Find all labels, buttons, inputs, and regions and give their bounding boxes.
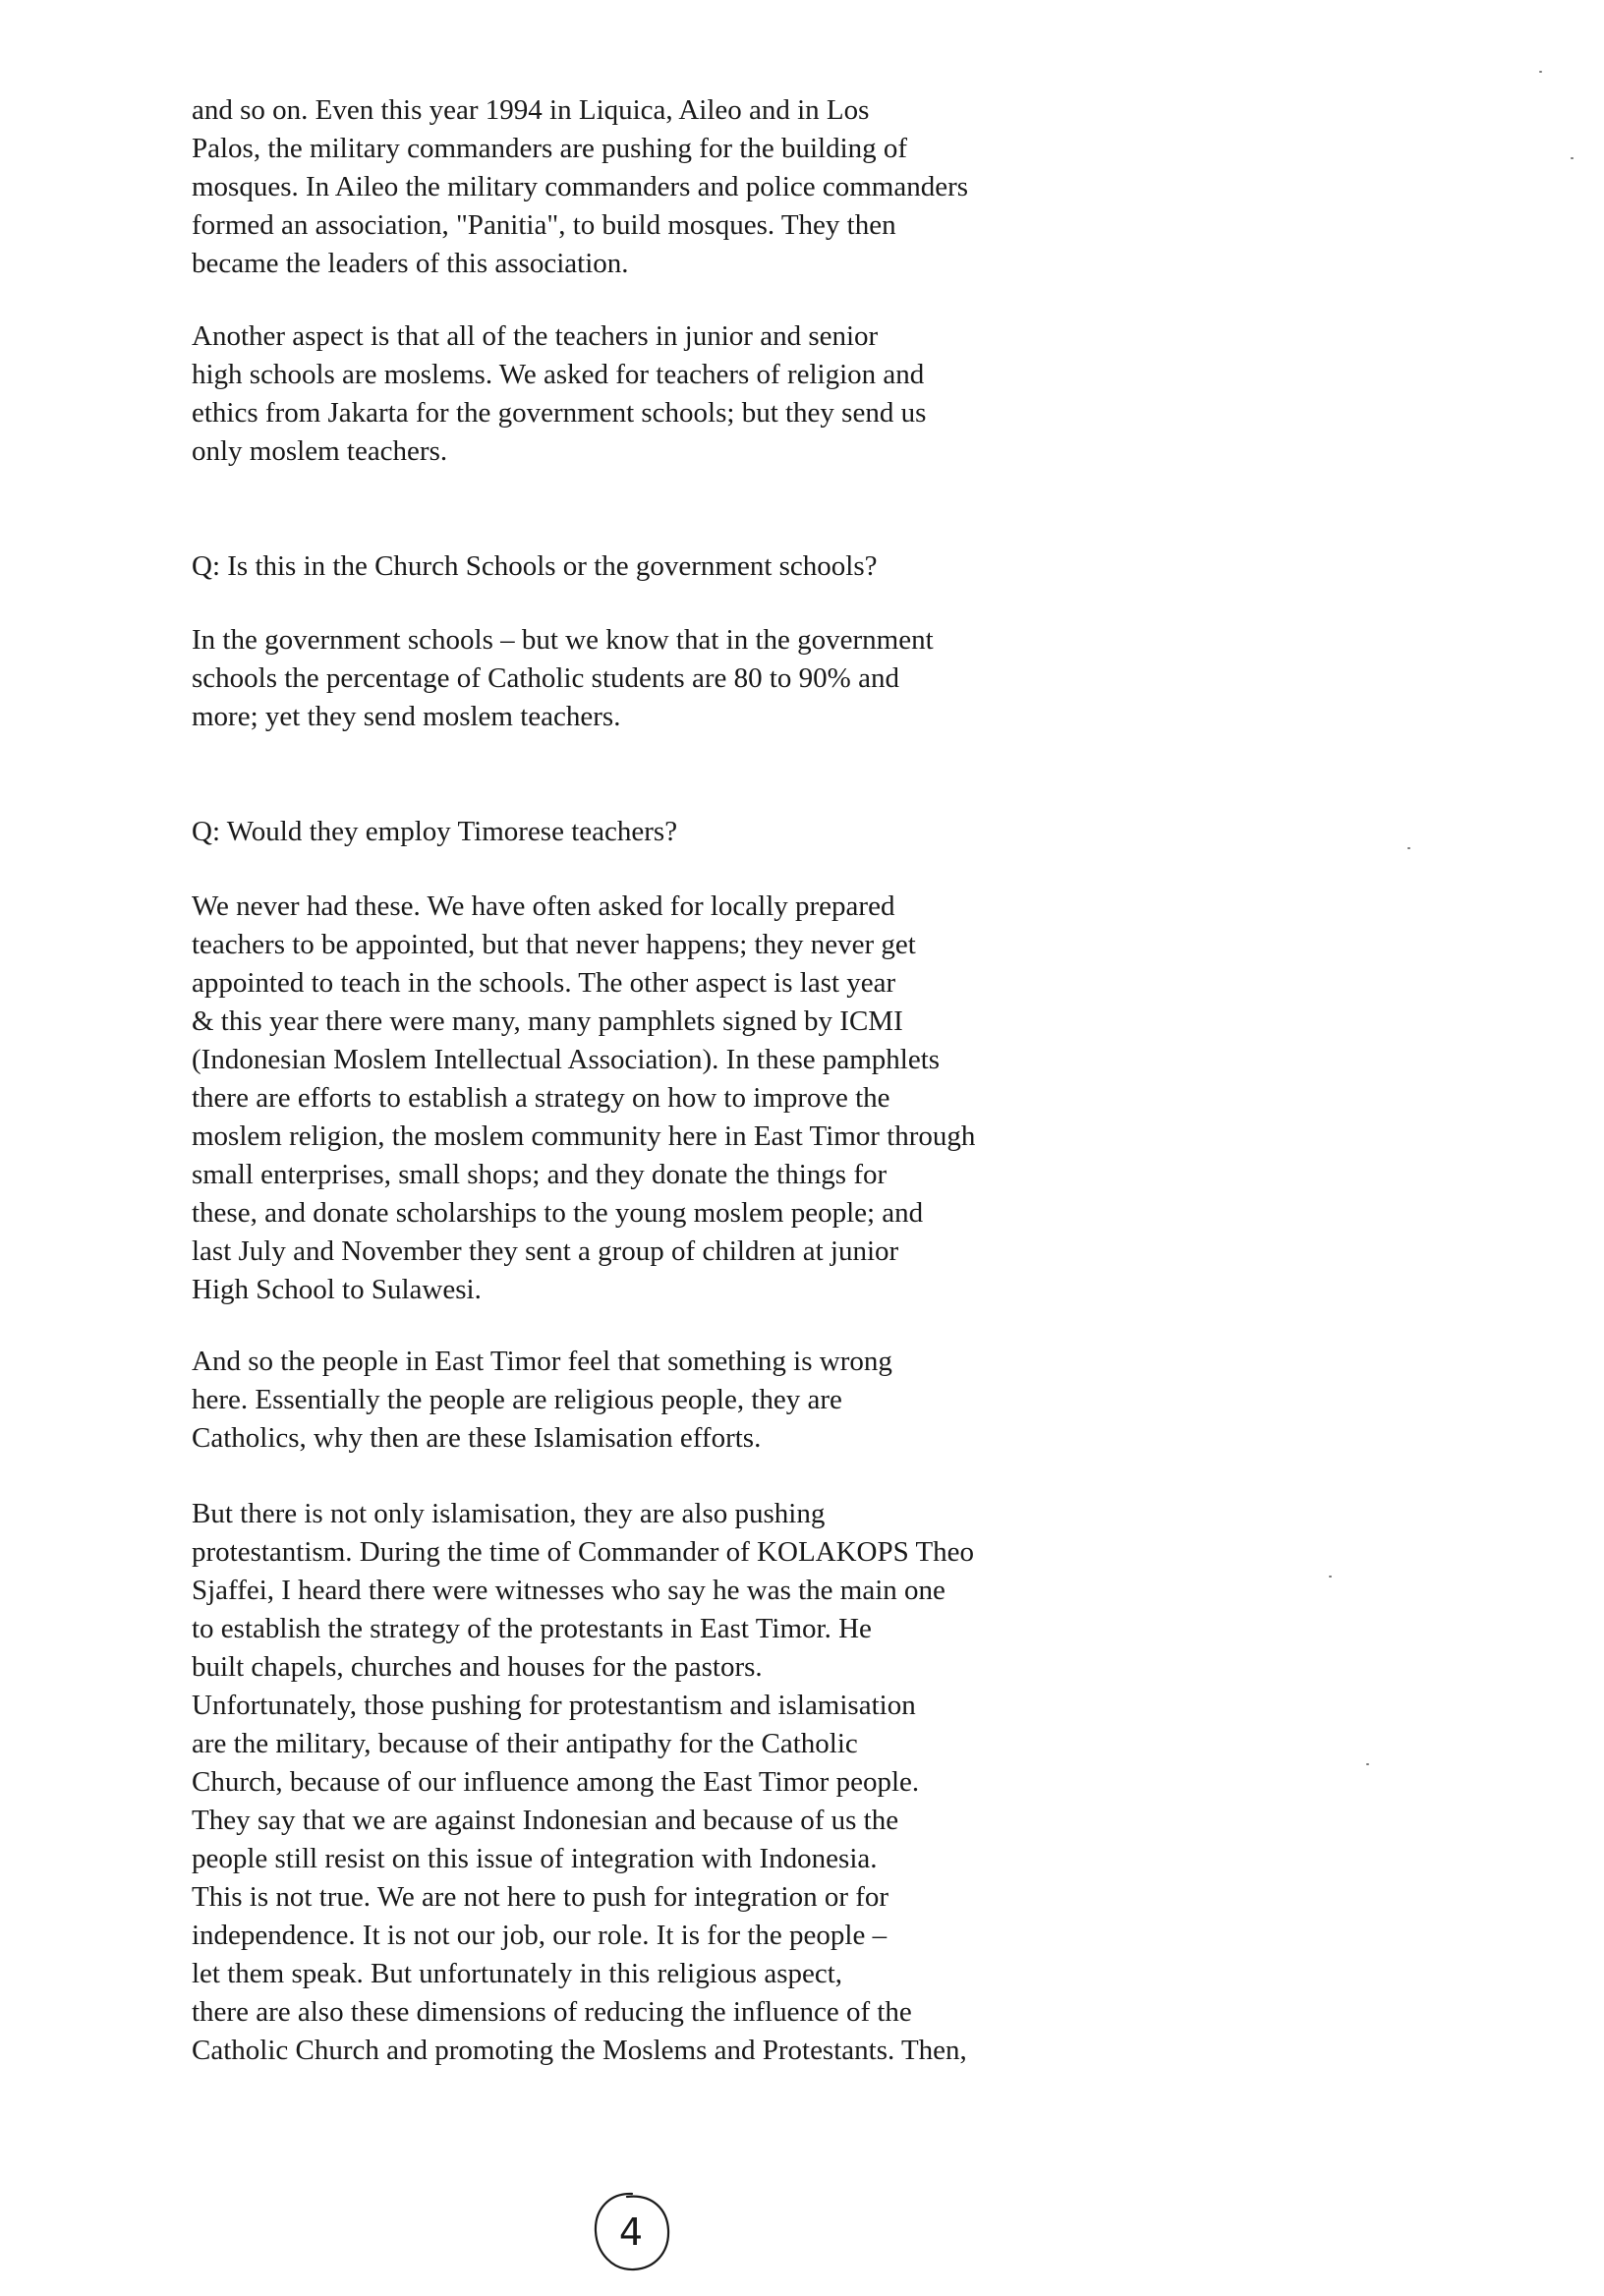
text-line: more; yet they send moslem teachers.: [192, 701, 621, 732]
text-line: people still resist on this issue of integration with Indonesia.: [192, 1843, 878, 1874]
text-line: teachers to be appointed, but that never happens; they never get: [192, 929, 916, 960]
text-line: They say that we are against Indonesian and because of us the: [192, 1805, 899, 1836]
scan-speck: [1407, 847, 1410, 849]
question-2: [192, 813, 677, 851]
text-line: built chapels, churches and houses for the pastors.: [192, 1651, 763, 1683]
text-line: Church, because of our influence among the East Timor people.: [192, 1766, 920, 1798]
page-number-circle-icon: [588, 2188, 676, 2276]
text-line: (Indonesian Moslem Intellectual Association). In these pamphlets: [192, 1044, 941, 1075]
paragraph-2: [192, 317, 926, 471]
page-number: [588, 2188, 676, 2276]
text-line: We never had these. We have often asked for locally prepared: [192, 890, 895, 922]
text-line: there are efforts to establish a strategy on how to improve the: [192, 1082, 890, 1114]
question-line: Q: Is this in the Church Schools or the government schools?: [192, 550, 878, 582]
text-line: high schools are moslems. We asked for teachers of religion and: [192, 359, 925, 390]
scan-speck: [1539, 71, 1542, 73]
text-line: schools the percentage of Catholic students are 80 to 90% and: [192, 662, 899, 694]
text-line: became the leaders of this association.: [192, 248, 629, 279]
paragraph-4: [192, 888, 975, 1309]
question-line: Q: Would they employ Timorese teachers?: [192, 816, 678, 847]
text-line: ethics from Jakarta for the government schools; but they send us: [192, 397, 927, 429]
text-line: these, and donate scholarships to the young moslem people; and: [192, 1197, 924, 1229]
text-line: and so on. Even this year 1994 in Liquica, Aileo and in Los: [192, 94, 870, 126]
text-line: This is not true. We are not here to push for integration or for: [192, 1881, 889, 1913]
paragraph-3: [192, 621, 934, 736]
question-1: [192, 547, 878, 586]
scan-speck: [1329, 1576, 1332, 1578]
text-line: High School to Sulawesi.: [192, 1274, 482, 1305]
text-line: appointed to teach in the schools. The other aspect is last year: [192, 967, 896, 999]
text-line: let them speak. But unfortunately in this religious aspect,: [192, 1958, 843, 1989]
text-line: protestantism. During the time of Commander of KOLAKOPS Theo: [192, 1536, 975, 1568]
text-line: are the military, because of their antipathy for the Catholic: [192, 1728, 858, 1759]
text-line: But there is not only islamisation, they are also pushing: [192, 1498, 826, 1529]
text-line: In the government schools – but we know that in the government: [192, 624, 934, 656]
text-line: independence. It is not our job, our role. It is for the people –: [192, 1920, 888, 1951]
text-line: Unfortunately, those pushing for protestantism and islamisation: [192, 1690, 916, 1721]
text-line: mosques. In Aileo the military commanders and police commanders: [192, 171, 969, 202]
text-line: to establish the strategy of the protestants in East Timor. He: [192, 1613, 872, 1644]
text-line: And so the people in East Timor feel that something is wrong: [192, 1346, 892, 1377]
paragraph-5: [192, 1343, 892, 1458]
text-line: formed an association, "Panitia", to build mosques. They then: [192, 209, 896, 241]
scan-speck: [1366, 1763, 1369, 1765]
text-line: here. Essentially the people are religious people, they are: [192, 1384, 842, 1415]
text-line: Another aspect is that all of the teachers in junior and senior: [192, 320, 879, 352]
text-line: small enterprises, small shops; and they donate the things for: [192, 1159, 888, 1190]
text-line: there are also these dimensions of reducing the influence of the: [192, 1996, 912, 2028]
text-line: Palos, the military commanders are pushing for the building of: [192, 133, 908, 164]
page-number-label: 4: [618, 2210, 644, 2254]
text-line: Sjaffei, I heard there were witnesses who say he was the main one: [192, 1575, 945, 1606]
text-line: moslem religion, the moslem community here in East Timor through: [192, 1120, 976, 1152]
text-line: & this year there were many, many pamphlets signed by ICMI: [192, 1005, 903, 1037]
text-line: Catholics, why then are these Islamisation efforts.: [192, 1422, 762, 1454]
scan-speck: [1571, 157, 1574, 159]
text-line: last July and November they sent a group of children at junior: [192, 1235, 899, 1267]
text-line: Catholic Church and promoting the Moslems and Protestants. Then,: [192, 2035, 967, 2066]
paragraph-1: [192, 91, 968, 283]
text-line: only moslem teachers.: [192, 435, 448, 467]
paragraph-6: [192, 1495, 974, 2070]
